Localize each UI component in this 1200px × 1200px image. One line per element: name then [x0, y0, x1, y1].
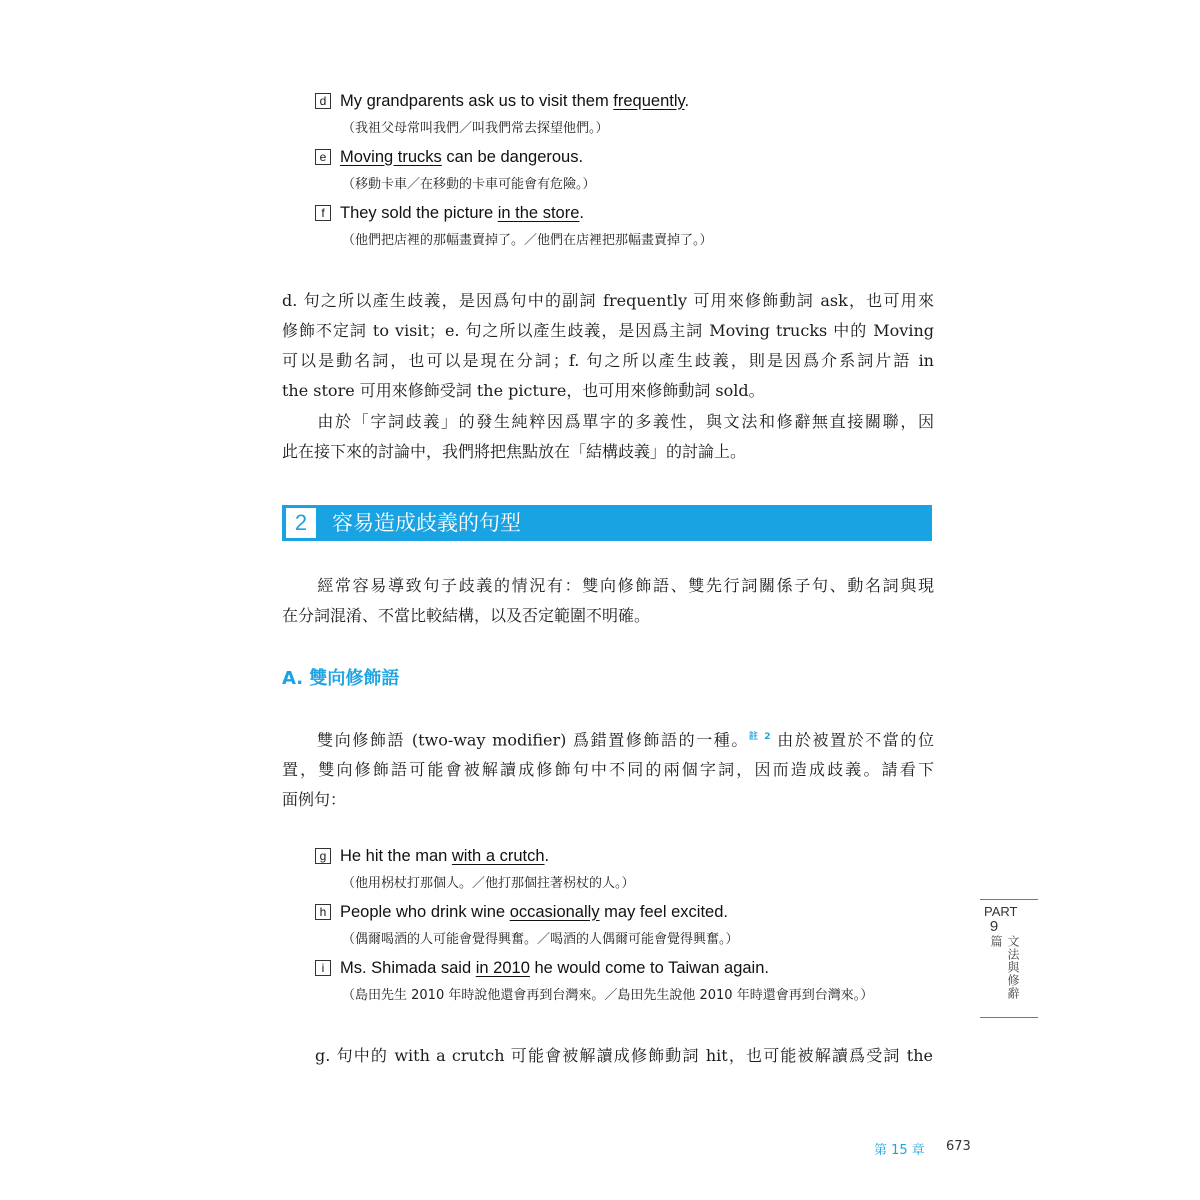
text-part: 雙向修飾語 (two-way modifier) 爲錯置修飾語的一種。 — [282, 730, 749, 750]
text-part: Ms. Shimada said — [340, 958, 476, 977]
underlined-part: occasionally — [509, 902, 600, 921]
chapter-label: 第 15 章 — [874, 1143, 925, 1158]
paragraph-line: 置，雙向修飾語可能會被解讀成修飾句中不同的兩個字詞，因而造成歧義。請看下 — [282, 760, 934, 780]
section-banner — [282, 505, 932, 541]
closing-paragraph — [315, 1041, 933, 1071]
paragraph-line: 此在接下來的討論中，我們將把焦點放在「結構歧義」的討論上。 — [282, 442, 747, 461]
section-title: 容易造成歧義的句型 — [332, 511, 521, 535]
paragraph-line: 在分詞混淆、不當比較結構，以及否定範圍不明確。 — [282, 606, 651, 625]
text-part: . — [544, 846, 550, 865]
example-letter: h — [315, 904, 331, 920]
intro-paragraph — [282, 571, 934, 631]
paragraph-line: d. 句之所以產生歧義，是因爲句中的副詞 frequently 可用來修飾動詞 ask，也可用來 — [282, 291, 934, 310]
example-g — [315, 844, 635, 891]
underlined-part: Moving trucks — [340, 147, 442, 166]
paragraph-line: 修飾不定詞 to visit；e. 句之所以產生歧義，是因爲主詞 Moving trucks 中的 Moving — [282, 321, 934, 340]
example-translation: （他們把店裡的那幅畫賣掉了。／他們在店裡把那幅畫賣掉了。） — [342, 233, 713, 248]
subsection-heading: A. 雙向修飾語 — [282, 668, 400, 689]
underlined-part: frequently — [613, 91, 685, 110]
paragraph-line: 可以是動名詞，也可以是現在分詞；f. 句之所以產生歧義，則是因爲介系詞片語 in — [282, 351, 934, 370]
example-english — [340, 148, 583, 167]
example-translation: （他用柺杖打那個人。／他打那個拄著柺杖的人。） — [342, 876, 635, 891]
footnote-marker: 註 2 — [748, 732, 771, 742]
text-part: can be dangerous. — [441, 147, 584, 166]
example-e — [315, 145, 596, 192]
example-english — [340, 959, 769, 978]
part-side-tab — [980, 899, 1038, 1018]
page-number: 673 — [946, 1139, 971, 1154]
side-tab-top-rule — [980, 899, 1038, 900]
text-part: He hit the man — [340, 846, 452, 865]
paragraph-line: the store 可用來修飾受詞 the picture，也可用來修飾動詞 sold。 — [282, 381, 765, 400]
text-part: They sold the picture — [340, 203, 498, 222]
paragraph-line: 由於「字詞歧義」的發生純粹因爲單字的多義性，與文法和修辭無直接關聯，因 — [282, 412, 934, 431]
text-part: . — [579, 203, 584, 222]
example-english — [340, 204, 584, 223]
example-translation: （我祖父母常叫我們／叫我們常去探望他們。） — [342, 121, 609, 136]
example-english — [340, 92, 689, 111]
example-translation: （島田先生 2010 年時說他還會再到台灣來。／島田先生說他 2010 年時還會再到台灣來。） — [342, 988, 874, 1003]
underlined-part: in 2010 — [475, 958, 530, 977]
example-english — [340, 903, 728, 922]
example-english — [340, 847, 549, 866]
example-letter: e — [315, 149, 331, 165]
underlined-part: in the store — [497, 203, 580, 222]
text-part: My grandparents ask us to visit them — [340, 91, 614, 110]
text-part: may feel excited. — [599, 902, 728, 921]
example-translation: （偶爾喝酒的人可能會覺得興奮。／喝酒的人偶爾可能會覺得興奮。） — [342, 932, 739, 947]
two-way-modifier-paragraph — [282, 722, 934, 815]
example-f — [315, 201, 713, 248]
text-part: People who drink wine — [340, 902, 510, 921]
focus-paragraph — [282, 407, 934, 467]
text-part: 由於被置於不當的位 — [770, 730, 934, 750]
paragraph-line: 經常容易導致句子歧義的情況有：雙向修飾語、雙先行詞關係子句、動名詞與現 — [282, 576, 934, 595]
text-part: . — [684, 91, 690, 110]
example-translation: （移動卡車／在移動的卡車可能會有危險。） — [342, 177, 596, 192]
example-letter: d — [315, 93, 331, 109]
text-part: he would come to Taiwan again. — [529, 958, 769, 977]
paragraph-line — [282, 722, 934, 755]
example-letter: g — [315, 848, 331, 864]
paragraph-line: g. 句中的 with a crutch 可能會被解讀成修飾動詞 hit，也可能被解讀爲受詞 the — [315, 1046, 933, 1065]
section-number: 2 — [286, 508, 316, 538]
part-title-vertical: 文法與修辭篇 — [989, 935, 1020, 1000]
side-tab-bottom-rule — [980, 1017, 1038, 1018]
example-i — [315, 956, 873, 1003]
explanation-paragraph — [282, 286, 934, 406]
example-letter: i — [315, 960, 331, 976]
example-d — [315, 89, 689, 136]
underlined-part: with a crutch — [451, 846, 545, 865]
example-letter: f — [315, 205, 331, 221]
part-number: 9 — [989, 918, 999, 935]
paragraph-line: 面例句： — [282, 790, 347, 810]
part-label: PART — [984, 904, 1018, 919]
example-h — [315, 900, 739, 947]
